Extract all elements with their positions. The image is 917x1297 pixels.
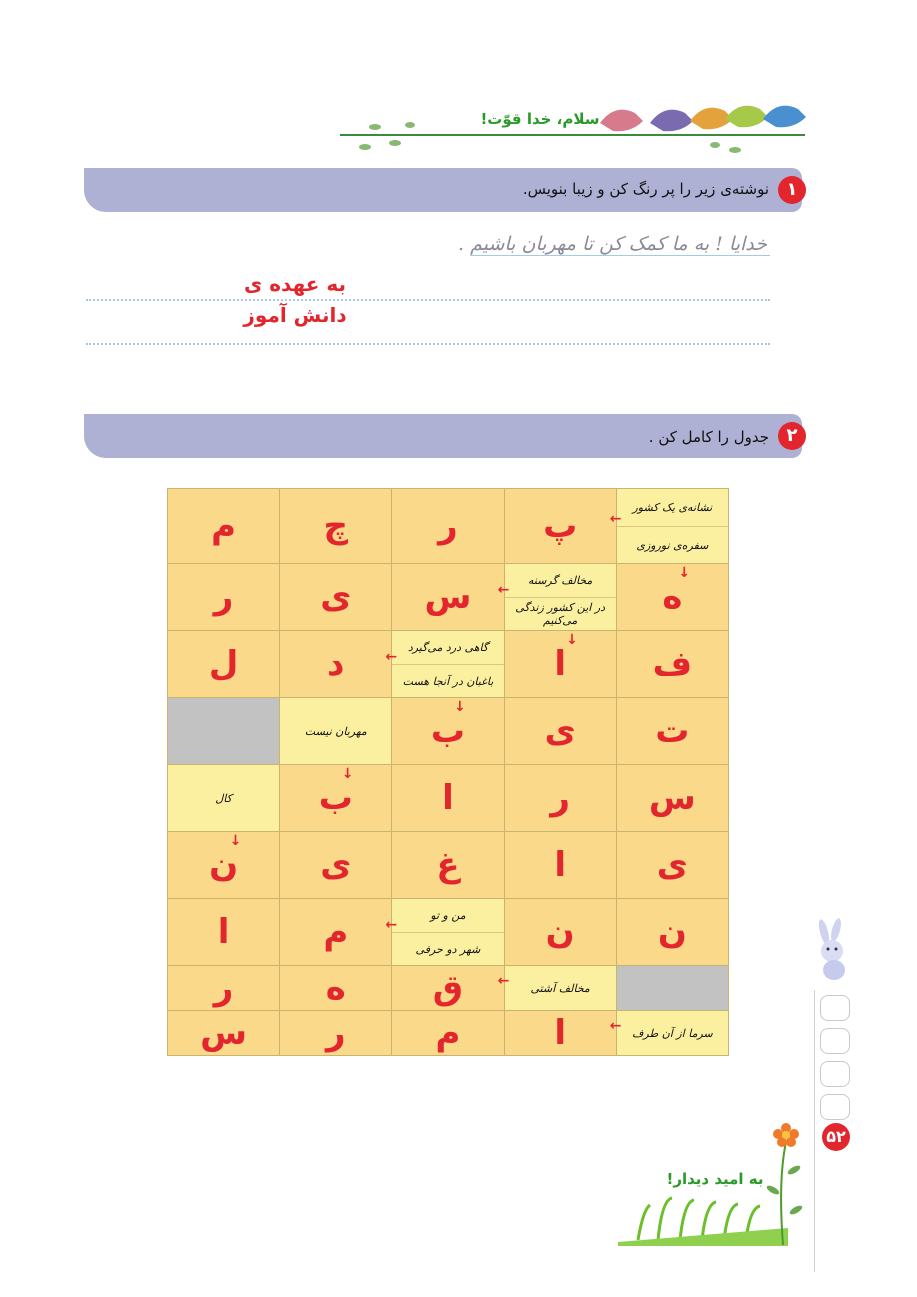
exercise-1-instruction: نوشته‌ی زیر را پر رنگ کن و زیبا بنویس. [522,180,769,198]
letter-cell: ی [280,564,392,631]
clue-cell [497,564,616,631]
letter-cell: ا [392,765,504,832]
clue-text: مخالف آشتی [530,981,590,995]
arrow-left-icon: ← [609,1018,622,1034]
clue-cell [609,489,728,564]
trace-baseline [470,255,770,256]
letter-cell: ر [280,1011,392,1056]
grid-row [168,765,729,832]
clue-text: مهربان نیست [304,724,367,738]
grid-row [168,1011,729,1056]
crossword-grid [167,488,729,1056]
letter-cell: ر [168,966,280,1011]
page-tab-box [820,1094,850,1120]
letter-cell: ا ↓ [504,631,616,698]
letter-cell: س [392,564,504,631]
arrow-down-icon: ↓ [566,632,578,648]
letter-cell: ه [280,966,392,1011]
letter-cell: ا [504,832,616,899]
farewell-text: به امید دیدار! [666,1170,764,1188]
exercise-1-number: ۱ [778,176,806,204]
letter-cell: غ [392,832,504,899]
exercise-2-instruction: جدول را کامل کن . [648,428,769,446]
answer-line-2: دانش آموز [243,303,347,327]
clue-cell [280,698,392,765]
letter-cell: ا [504,1011,616,1056]
letter-cell: ف [616,631,728,698]
writing-line-1 [86,299,770,301]
arrow-left-icon: ← [385,917,398,933]
writing-line-2 [86,343,770,345]
letter-cell: ن [504,899,616,966]
letter-cell: م [168,489,280,564]
letter-cell: ن ↓ [168,832,280,899]
letter-cell: ی [616,832,728,899]
clue-text: در این کشور زندگی می‌کنیم [505,597,616,631]
letter-cell: ت [616,698,728,765]
clue-text: نشانه‌ی یک کشور [632,500,713,514]
letter-cell: پ [504,489,616,564]
grass-flower-illustration [618,1120,818,1250]
arrow-down-icon: ↓ [229,833,242,849]
letter-cell: چ [280,489,392,564]
arrow-down-icon: ↓ [678,565,691,581]
clue-cell [385,899,504,966]
arrow-left-icon: ← [497,582,510,598]
clue-cell [385,631,504,698]
rabbit-icon [812,918,852,983]
clue-cell [168,765,280,832]
arrow-left-icon: ← [497,973,510,989]
letter-cell: د [280,631,392,698]
grid-row [168,631,729,698]
clue-text: سفره‌ی نوروزی [617,526,728,564]
clue-cell [497,966,616,1011]
arrow-down-icon: ↓ [453,699,466,715]
clue-text: شهر دو حرفی [392,932,503,966]
trace-text: خدایا ! به ما کمک کن تا مهربان باشیم . [458,233,767,255]
blocked-cell [168,698,280,765]
letter-cell: س [616,765,728,832]
page-tab-box [820,995,850,1021]
answer-line-1: به عهده ی [243,272,347,296]
letter-cell: ر [504,765,616,832]
letter-cell: ه ↓ [616,564,728,631]
letter-cell: ل [168,631,280,698]
grid-row [168,966,729,1011]
greeting-title: سلام، خدا قوّت! [480,110,600,128]
page-tab-box [820,1061,850,1087]
grid-row [168,489,729,564]
grid-row [168,698,729,765]
arrow-left-icon: ← [609,511,622,527]
grid-row [168,564,729,631]
letter-cell: ا [168,899,280,966]
letter-cell: س [168,1011,280,1056]
clue-text: مخالف گرسنه [528,573,593,587]
letter-cell: م [392,1011,504,1056]
letter-cell: ی [280,832,392,899]
arrow-left-icon: ← [385,649,398,665]
grid-row [168,899,729,966]
arrow-down-icon: ↓ [341,766,354,782]
letter-cell: ر [392,489,504,564]
page-number: ۵۲ [822,1123,850,1151]
grid-row [168,832,729,899]
clue-cell [609,1011,728,1056]
letter-cell: ی [504,698,616,765]
letter-cell: ب ↓ [392,698,504,765]
blocked-cell [616,966,728,1011]
letter-cell: ر [168,564,280,631]
exercise-2-number: ۲ [778,422,806,450]
letter-cell: ن [616,899,728,966]
letter-cell: ق [392,966,504,1011]
clue-text: گاهی درد می‌گیرد [407,640,489,654]
clue-text: سرما از آن طرف [632,1026,713,1040]
letter-cell: م [280,899,392,966]
clue-text: من و تو [430,908,466,922]
clue-text: کال [215,791,232,805]
letter-cell: ب ↓ [280,765,392,832]
clue-text: باغبان در آنجا هست [392,664,503,698]
page-tab-box [820,1028,850,1054]
